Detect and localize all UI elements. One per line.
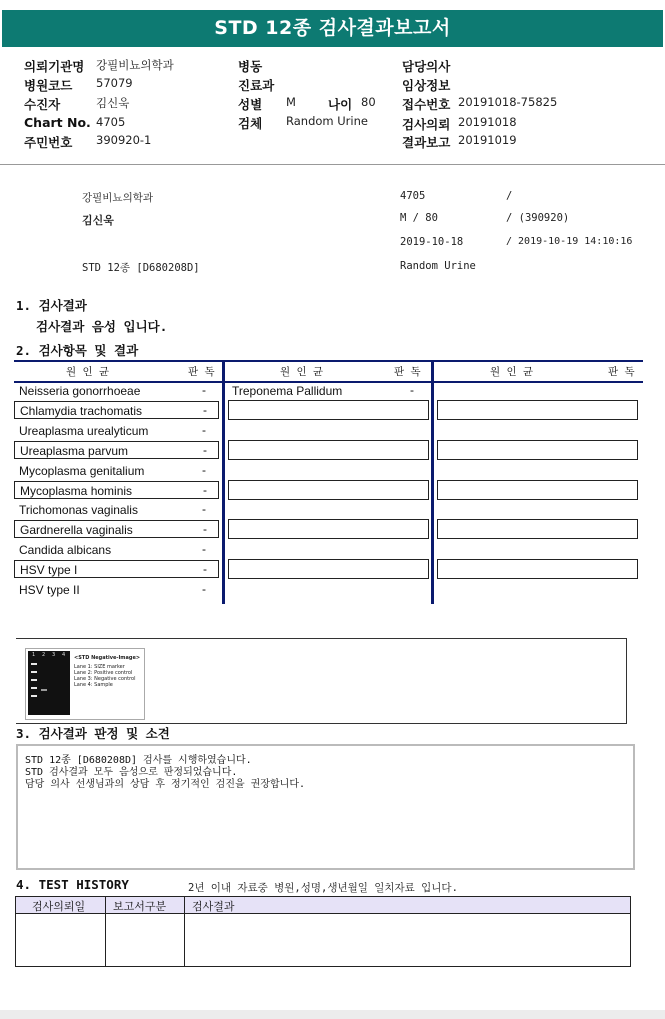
- patient-info-block: [0, 55, 665, 165]
- summary-date-report: / 2019-10-19 14:10:16: [506, 236, 633, 247]
- empty-cell: [228, 440, 429, 460]
- age-value: 80: [361, 95, 376, 109]
- col-request-date: 검사의뢰일: [32, 900, 86, 913]
- pathogen-result: -: [203, 443, 207, 457]
- patient-value: 김신욱: [96, 96, 130, 110]
- opinion-line: 담당 의사 선생님과의 상담 후 정기적인 검진을 권장합니다.: [25, 779, 306, 790]
- empty-cell: [437, 480, 638, 500]
- summary-date-request: 2019-10-18: [400, 236, 464, 248]
- ward-label: 병동: [238, 59, 263, 74]
- summary-sex-age: M / 80: [400, 212, 438, 224]
- col-pathogen-3: 원 인 균: [490, 366, 534, 378]
- pathogen-result: -: [203, 403, 207, 417]
- table-row: [14, 422, 219, 440]
- col-result-3: 판 독: [608, 366, 635, 378]
- summary-rrn: / (390920): [506, 212, 570, 224]
- pathogen-name: Trichomonas vaginalis: [19, 503, 138, 517]
- gel-legend-item: Lane 2: Positive control: [74, 670, 133, 676]
- opinion-line: STD 12종 [D680208D] 검사를 시행하였습니다.: [25, 755, 252, 766]
- request-label: 검사의뢰: [402, 117, 451, 132]
- empty-cell: [437, 440, 638, 460]
- table-row: [14, 441, 219, 459]
- gel-band: [41, 689, 47, 691]
- opinion-line: STD 검사결과 모두 음성으로 판정되었습니다.: [25, 767, 238, 778]
- pathogen-result: -: [410, 383, 414, 397]
- column-divider: [105, 896, 106, 967]
- specimen-value: Random Urine: [286, 114, 368, 128]
- lane-number: 2: [42, 652, 46, 658]
- gel-band: [31, 663, 37, 665]
- gel-photo: [28, 651, 70, 715]
- dept-label: 진료과: [238, 78, 275, 93]
- code-label: 병원코드: [24, 78, 73, 93]
- section3-title: 3. 검사결과 판정 및 소견: [16, 726, 170, 741]
- summary-chart: 4705: [400, 190, 426, 202]
- column-divider: [431, 360, 434, 604]
- pathogen-name: Ureaplasma parvum: [20, 444, 129, 458]
- summary-hospital: 강필비뇨의학과: [82, 192, 154, 204]
- pathogen-result: -: [202, 463, 206, 477]
- empty-cell: [437, 559, 638, 579]
- result-table-header: [14, 360, 643, 383]
- pathogen-result: -: [203, 522, 207, 536]
- table-row: [14, 581, 219, 599]
- pathogen-result: -: [203, 562, 207, 576]
- pathogen-result: -: [202, 423, 206, 437]
- rrn-label: 주민번호: [24, 135, 73, 150]
- divider: [0, 164, 665, 165]
- col-pathogen-1: 원 인 균: [66, 366, 110, 378]
- table-row: [14, 382, 219, 400]
- col-result-2: 판 독: [394, 366, 421, 378]
- pathogen-name: Treponema Pallidum: [232, 384, 343, 398]
- lane-number: 1: [32, 652, 36, 658]
- summary-specimen: Random Urine: [400, 260, 476, 272]
- history-body: [15, 913, 631, 967]
- col-report-type: 보고서구분: [113, 900, 167, 913]
- empty-cell: [228, 519, 429, 539]
- summary-patient: 김신욱: [82, 214, 114, 227]
- table-row: [14, 462, 219, 480]
- table-row: [14, 520, 219, 538]
- empty-cell: [437, 519, 638, 539]
- col-pathogen-2: 원 인 균: [280, 366, 324, 378]
- pathogen-name: Mycoplasma genitalium: [19, 464, 145, 478]
- specimen-label: 검체: [238, 116, 263, 131]
- sex-label: 성별: [238, 97, 263, 112]
- hospital-value: 강필비뇨의학과: [96, 58, 174, 72]
- gel-image: [25, 648, 145, 720]
- gel-band: [31, 687, 37, 689]
- gel-band: [31, 671, 37, 673]
- pathogen-result: -: [203, 483, 207, 497]
- gel-title: <STD Negative-Image>: [74, 655, 141, 661]
- pathogen-name: Gardnerella vaginalis: [20, 523, 133, 537]
- summary-slash: /: [506, 190, 513, 202]
- report-date-value: 20191019: [458, 133, 517, 147]
- pathogen-name: HSV type I: [20, 563, 78, 577]
- hospital-label: 의뢰기관명: [24, 59, 85, 74]
- section1-text: 검사결과 음성 입니다.: [36, 319, 168, 334]
- patient-label: 수진자: [24, 97, 61, 112]
- pathogen-result: -: [202, 502, 206, 516]
- doctor-label: 담당의사: [402, 59, 451, 74]
- gel-band: [31, 695, 37, 697]
- column-divider: [184, 896, 185, 967]
- chart-value: 4705: [96, 115, 126, 129]
- empty-cell: [228, 559, 429, 579]
- pathogen-result: -: [202, 582, 206, 596]
- table-row: [14, 401, 219, 419]
- rrn-value: 390920-1: [96, 133, 152, 147]
- table-row: [14, 501, 219, 519]
- history-header: [15, 896, 631, 914]
- sex-value: M: [286, 95, 296, 109]
- column-divider: [222, 360, 225, 604]
- lane-number: 4: [62, 652, 66, 658]
- gel-legend-item: Lane 3: Negative control: [74, 676, 136, 682]
- clinical-label: 임상정보: [402, 78, 451, 93]
- pathogen-name: Candida albicans: [19, 543, 112, 557]
- empty-cell: [228, 480, 429, 500]
- age-label: 나이: [328, 97, 353, 112]
- accession-label: 접수번호: [402, 97, 451, 112]
- section4-title: 4. TEST HISTORY: [16, 877, 129, 892]
- pathogen-result: -: [202, 542, 206, 556]
- table-row: [228, 382, 428, 400]
- col-test-result: 검사결과: [192, 900, 235, 913]
- table-row: [14, 541, 219, 559]
- pathogen-name: Mycoplasma hominis: [20, 484, 133, 498]
- gel-legend: [74, 655, 140, 688]
- summary-test: STD 12종 [D680208D]: [82, 262, 200, 274]
- pathogen-name: Chlamydia trachomatis: [20, 404, 143, 418]
- chart-label: Chart No.: [24, 115, 91, 130]
- accession-value: 20191018-75825: [458, 95, 558, 109]
- gel-band: [31, 679, 37, 681]
- report-header: [0, 0, 665, 48]
- table-row: [14, 481, 219, 499]
- empty-cell: [228, 400, 429, 420]
- section1-title: 1. 검사결과: [16, 298, 87, 313]
- empty-cell: [437, 400, 638, 420]
- col-result-1: 판 독: [188, 366, 215, 378]
- opinion-box: [16, 744, 635, 870]
- pathogen-result: -: [202, 383, 206, 397]
- request-value: 20191018: [458, 115, 517, 129]
- lane-number: 3: [52, 652, 56, 658]
- pathogen-name: Neisseria gonorrhoeae: [19, 384, 141, 398]
- report-date-label: 결과보고: [402, 135, 451, 150]
- page-footer: [0, 1010, 665, 1019]
- pathogen-name: Ureaplasma urealyticum: [19, 424, 149, 438]
- code-value: 57079: [96, 76, 133, 90]
- gel-legend-item: Lane 1: SIZE marker: [74, 664, 125, 670]
- report-title: STD 12종 검사결과보고서: [2, 10, 663, 47]
- table-row: [14, 560, 219, 578]
- history-note: 2년 이내 자료중 병원,성명,생년월일 일치자료 입니다.: [188, 882, 458, 894]
- gel-legend-item: Lane 4: Sample: [74, 682, 113, 688]
- pathogen-name: HSV type II: [19, 583, 80, 597]
- section2-title: 2. 검사항목 및 결과: [16, 343, 139, 358]
